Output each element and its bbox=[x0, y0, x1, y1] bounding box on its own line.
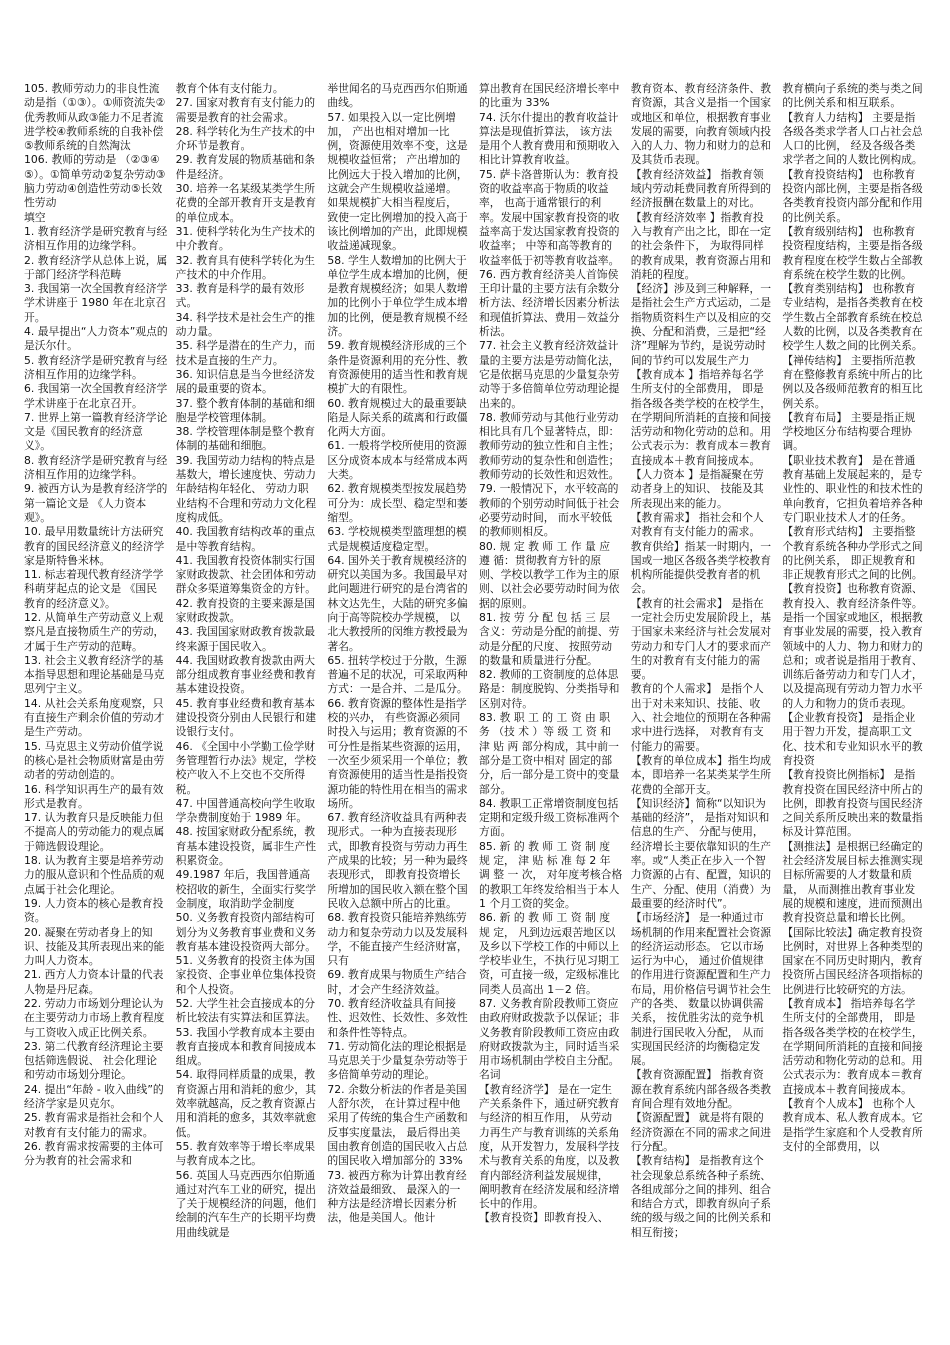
text-paragraph: 65. 扭转学校过于分散，生源普遍不足的状况，可采取两种方式：一是合并、二是瓜分。 bbox=[327, 653, 468, 696]
text-paragraph: 【教育成本 】指培养每名学生所支付的全部费用， 即是指各级各类学校的在校学生，在学期间所消耗的直接和间接活劳动和物化劳动的总和。用公式表示为：教育成本＝教育直接成本＋教育间接成本。 bbox=[630, 367, 772, 467]
text-paragraph: 34. 科学技术是社会生产的推动力量。 bbox=[175, 310, 316, 339]
text-paragraph: 62. 教育规模类型按发展趋势可分为：成长型、稳定型和萎缩型。 bbox=[327, 482, 468, 524]
text-column-5 bbox=[631, 82, 775, 1322]
text-paragraph: 71. 劳动简化法的理论根据是马克思关于少量复杂劳动等于多倍简单劳动的理论。 bbox=[327, 1039, 468, 1082]
text-paragraph: 32. 教育具有使科学转化为生产技术的中介作用。 bbox=[175, 253, 316, 281]
text-column-4 bbox=[479, 82, 623, 1322]
text-column-6 bbox=[782, 82, 926, 1322]
text-paragraph: 51. 义务教育的投资主体为国家投资、企事业单位集体投资和个人投资。 bbox=[175, 954, 317, 996]
text-paragraph: 82. 教师的工资制度的总体思路是：制度脱钩、分类指导和区别对待。 bbox=[479, 668, 620, 710]
text-columns bbox=[24, 82, 926, 1322]
text-paragraph: 74. 沃尔什提出的教育收益计算法是现值折算法， 该方法是用个人教育费用和预期收入相比计算教育收益。 bbox=[479, 110, 620, 167]
text-paragraph: 【资源配置】 就是将有限的经济资源在不同的需求之间进行分配。 bbox=[630, 1111, 772, 1153]
text-paragraph: 33. 教育是科学的最有效形式。 bbox=[175, 282, 305, 310]
text-paragraph: 84. 教职工正常增资制度包括定期和定级升级工资标准两个方面。 bbox=[479, 796, 620, 839]
text-paragraph: 56. 英国人马克西西尔伯斯通通过对汽车工业的研究，提出了关于规模经济的问题，他们绘制的汽车生产的长期平均费用曲线就是 bbox=[175, 1168, 317, 1239]
text-paragraph: 75. 萨卡洛普斯认为：教育投资的收益率高于物质的收益率， 也高于通常银行的利率。发展中国家教育投资的收益率高于发达国家教育投资的收益率； 中等和高等教育的收益率低于初等教育收益率。 bbox=[479, 167, 620, 267]
text-paragraph: 【教育成本】 指培养每名学生所支付的全部费用， 即是指各级各类学校的在校学生，在学期间所消耗的直接和间接活劳动和物化劳动的总和。用公式表示为：教育成本＝教育直接成本＋教育间接成本。 bbox=[782, 997, 923, 1096]
text-paragraph: 47. 中国普通高校向学生收取学杂费制度始于 1989 年。 bbox=[175, 796, 316, 825]
text-paragraph: 【教育投资比例指标】 是指教育投资在国民经济中所占的比例，即教育投资与国民经济之间关系所反映出来的数量指标及计算范围。 bbox=[782, 768, 923, 839]
text-paragraph: 61. 一般将学校所使用的资源区分成资本成本与经常成本两大类。 bbox=[327, 439, 468, 482]
text-paragraph: 35. 科学是潜在的生产力，而技术是直接的生产力。 bbox=[175, 339, 316, 367]
text-paragraph: 76. 西方教育经济美人首饰侯王印计量的主要方法有余数分析方法、经济增长因素分析法和现值折算法、费用－效益分析法。 bbox=[479, 267, 620, 339]
text-paragraph: 78. 教师劳动与其他行业劳动相比具有几个显著特点，即：教师劳动的独立性和自主性；教师劳动的复杂性和创造性； 教师劳动的长效性和迟效性。 bbox=[479, 410, 620, 482]
text-paragraph: 18. 认为教育主要是培养劳动力的服从意识和个性品质的观点属于社会化理论。 bbox=[24, 854, 165, 896]
text-paragraph: 9. 被西方认为是教育经济学的第一篇论文是 《人力资本观》。 bbox=[24, 482, 168, 524]
text-paragraph: 66. 教育资源的整体性是指学校的兴办， 有些资源必须同时投入与运用；教育资源的不可分性是指某些资源的运用， 一次至少须采用一个单位；教育资源使用的适当性是指投资源功能的特性用在相当的需求场所。 bbox=[327, 696, 468, 810]
text-paragraph: 106. 教师的劳动是 （②③④⑤）。①简单劳动②复杂劳动③脑力劳动④创造性劳动⑤长效性劳动 bbox=[24, 153, 166, 210]
text-paragraph: 105. 教师劳动力的非良性流动是指（①③）。①师资流失②优秀教师从政③能力不足者流进学校④教师系统的自我补偿⑤教师系统的自然淘汰 bbox=[24, 82, 166, 153]
text-paragraph: 55. 教育效率等于增长率成果与教育成本之比。 bbox=[175, 1139, 316, 1168]
text-paragraph: 68. 教育投资只能培养熟练劳动力和复杂劳动力以及发展科学，不能直接产生经济财富，只有 bbox=[327, 911, 468, 968]
text-paragraph: 【教育资源配置】 指教育资源在教育系统内部各级各类教育间合理有效地分配。 bbox=[630, 1068, 772, 1111]
text-paragraph: 45. 教育事业经费和教育基本建设投资分别由人民银行和建设银行支付。 bbox=[175, 696, 317, 739]
text-paragraph: 64. 国外关于教育规模经济的研究以美国为多。我国最早对此问题进行研究的是台湾省的 林文达先生，大陆的研究多偏向于高等院校办学规模， 以北大教授所的闵维方教授最为著名。 bbox=[327, 553, 468, 653]
text-paragraph: 21. 西方人力资本计量的代表人物是丹尼森。 bbox=[24, 968, 164, 996]
text-paragraph: 23. 第二代教育经济理论主要包括筛选假说、 社会化理论和劳动市场划分理论。 bbox=[24, 1039, 164, 1082]
text-paragraph: 【知识经济】简称“以知识为基础的经济”， 是指对知识和信息的生产、 分配与使用，经济增长主要依靠知识的生产率。或“人类正在步入一个智力资源的占有、配置，知识的生产、分配、使用（消费）为最重要的经济时代”。 bbox=[630, 796, 772, 910]
text-paragraph: 49.1987 年后，我国普通高校招收的新生，全面实行奖学金制度，取消助学金制度 bbox=[175, 868, 317, 910]
text-paragraph: 【教育投资】也称教育资源、教育投入、教育经济条件等。是指一个国家或地区，根据教育事业发展的需要，投入教育领域中的人力、物力和财力的总和；或者说是指用于教育、训练后备劳动力和专门人才， 以及提高现有劳动力智力水平的人力和物力的货币表现。 bbox=[782, 582, 923, 710]
text-paragraph: 69. 教育成果与物质生产结合时，才会产生经济效益。 bbox=[327, 968, 467, 996]
text-paragraph: 【教育的单位成本】指生均成本，即培养一名某类某学生所花费的全部开支。 bbox=[630, 753, 772, 796]
text-paragraph: 77. 社会主义教育经济效益计量的主要方法是劳动简化法，它是依据马克思的少量复杂劳动等于多倍简单位劳动理论提出来的。 bbox=[479, 339, 620, 410]
text-paragraph: 11. 标志着现代教育经济学学科萌芽起点的论文是 《国民教育的经济意义》。 bbox=[24, 568, 164, 610]
text-paragraph: 63. 学校规模类型篮理想的模式是规模适度稳定型。 bbox=[327, 525, 467, 553]
text-paragraph: 【经济】涉及到三种解释，一是指社会生产方式运动，二是指物质资料生产以及相应的交换、分配和消费，三是把“经济”理解为节约，是说劳动时间的节约可以发展生产力 bbox=[630, 282, 772, 367]
text-paragraph: 【国际比较法】确定教育投资比例时，对世界上各种类型的国家在不同历史时期内，教育投资所占国民经济各项指标的比例进行比较研究的方法。 bbox=[782, 925, 923, 996]
text-paragraph: 【教育类别结构】 也称教育专业结构，是指各类教育在校学生数占全部教育系统在校总人数的比例，以及各类教育在校学生人数之间的比例关系。 bbox=[782, 282, 923, 353]
text-paragraph: 16. 科学知识再生产的最有效形式是教育。 bbox=[24, 782, 164, 810]
text-paragraph: 73. 被西方称为计算出教育经济效益最细致、 最深入的一种方法是经济增长因素分析法，他是美国人。他计 bbox=[327, 1168, 467, 1225]
text-paragraph: 80. 规 定 教 师 工 作 量 应 遵 循：贯彻教育方针的原则、学校以教学工作为主的原则、以社会必要劳动时间为依据的原则。 bbox=[479, 539, 620, 610]
text-paragraph: 15. 马克思主义劳动价值学说的核心是社会物质财富是由劳动者的劳动创造的。 bbox=[24, 739, 165, 782]
text-paragraph: 17. 认为教育只是反映能力但不提高人的劳动能力的观点属于筛选假设理论。 bbox=[24, 811, 165, 853]
text-paragraph: 6. 我国第一次全国教育经济学学术讲座于在北京召开。 bbox=[24, 382, 168, 410]
text-paragraph: 教育供给】指某一时期内，一国或一地区各级各类学校教育机构所能提供受教育者的机会。 bbox=[630, 539, 772, 596]
text-paragraph: 40. 我国教育结构改革的重点是中等教育结构。 bbox=[175, 525, 316, 553]
text-paragraph: 5. 教育经济学是研究教育与经济相互作用的边缘学科。 bbox=[24, 353, 168, 381]
text-paragraph: 86. 新 的 教 师 工 资 制 度 规 定， 凡到边远艰苦地区以及乡以下学校工作的中师以上学校毕业生，不执行见习期工资，可直接一级，定级标准比同类人员高出 1－2 倍。 bbox=[479, 911, 620, 996]
text-paragraph: 名词 bbox=[479, 1068, 501, 1082]
text-paragraph: 37. 整个教育体制的基础和细胞是学校管理体制。 bbox=[175, 396, 316, 424]
text-column-2 bbox=[176, 82, 320, 1322]
text-paragraph: 46. 《全国中小学勤工俭学财务管理暂行办法》规定，学校校产收入不上交也不交所得税。 bbox=[175, 739, 317, 796]
text-paragraph: 【测推法】是根据已经确定的社会经济发展目标去推测实现目标所需要的人才数量和质量， 从而测推出教育事业发展的规模和速度，进而预测出教育投资总量和增长比例。 bbox=[782, 839, 923, 925]
text-paragraph: 20. 凝聚在劳动者身上的知识、技能及其所表现出来的能力叫人力资本。 bbox=[24, 925, 165, 968]
text-paragraph: 教育资本、教育经济条件、教育资源，其含义是指一个国家或地区和单位，根据教育事业发展的需要，向教育领域内投入的人力、物力和财力的总和及其货币表现。 bbox=[630, 82, 772, 167]
text-paragraph: 83. 教 职 工 的 工 资 由 职 务 （技 术 ）等 级 工 资 和 津 贴 两 部分构成，其中前一部分是工资中相对 固定的部分，后一部分是工资中的变量部分。 bbox=[479, 711, 620, 796]
text-paragraph: 81. 按 劳 分 配 包 括 三 层 含义：劳动是分配的前提、劳动是分配的尺度、 按照劳动的数量和质量进行分配。 bbox=[479, 610, 620, 667]
text-paragraph: 30. 培养一名某级某类学生所花费的全部开教育开支是教育的单位成本。 bbox=[175, 182, 317, 224]
text-paragraph: 14. 从社会关系角度观察，只有直接生产剩余价值的劳动才是生产劳动。 bbox=[24, 696, 165, 739]
text-column-3 bbox=[327, 82, 471, 1322]
text-paragraph: 87. 义务教育阶段教师工资应由政府财政拨款予以保证；非义务教育阶段教师工资应由政府财政拨款为主，同时适当采用市场机制由学校自主分配。 bbox=[479, 997, 620, 1068]
text-paragraph: 【教育投资】即教育投入、 bbox=[479, 1211, 609, 1225]
text-paragraph: 【教育的社会需求】 是指在一定社会历史发展阶段上，基于国家未来经济与社会发展对劳动力和专门人才的要求而产生的对教育有支付能力的需要。 bbox=[630, 596, 772, 682]
text-paragraph: 48. 按国家财政分配系统，教育基本建设投资，属非生产性积累资金。 bbox=[175, 825, 317, 868]
text-paragraph: 57. 如果投入以一定比例增加， 产出也相对增加一比例，资源使用效率不变，这是规模收益恒常； 产出增加的比例远大于投入增加的比例，这就会产生规模收益递增。 如果规模扩大相当程度后， 致使一定比例增加的投入高于该比例增加的产出，此即规模收益递减现象。 bbox=[327, 110, 468, 253]
text-paragraph: 【人力资本 】是指凝聚在劳动者身上的知识、 技能及其所表现出来的能力。 bbox=[630, 468, 764, 510]
text-paragraph: 【教育经济效率 】指教育投入与教育产出之比，即在一定的社会条件下， 为取得同样的教育成果，教育资源占用和消耗的程度。 bbox=[630, 210, 772, 281]
text-paragraph: 8. 教育经济学是研究教育与经济相互作用的边缘学科。 bbox=[24, 453, 168, 482]
text-paragraph: 31. 使科学转化为生产技术的中介教育。 bbox=[175, 224, 316, 253]
text-paragraph: 26. 教育需求按需要的主体可分为教育的社会需求和 bbox=[24, 1139, 164, 1168]
text-paragraph: 1. 教育经济学是研究教育与经济相互作用的边缘学科。 bbox=[24, 224, 168, 253]
text-paragraph: 27. 国家对教育有支付能力的需要是教育的社会需求。 bbox=[175, 96, 316, 124]
text-paragraph: 2. 教育经济学从总体上说，属于部门经济学科范畴 bbox=[24, 253, 168, 281]
text-paragraph: 52. 大学生社会直接成本的分析比较法有实算法和匡算法。 bbox=[175, 997, 317, 1025]
text-paragraph: 54. 取得同样质量的成果，教育资源占用和消耗的愈少，其效率就越高，反之教育资源占用和消耗的愈多，其效率就愈低。 bbox=[175, 1068, 317, 1139]
text-paragraph: 22. 劳动力市场划分理论认为在主要劳动力市场上教育程度与工资收入成正比例关系。 bbox=[24, 997, 165, 1039]
text-paragraph: 【教育人力结构】 主要是指各级各类求学者人口占社会总人口的比例， 经及各级各类求学者之间的人数比例构成。 bbox=[782, 110, 923, 167]
text-paragraph: 44. 我国财政教育拨款由两大部分组成教育事业经费和教育基本建设投资。 bbox=[175, 653, 317, 696]
text-paragraph: 教育的个人需求】 是指个人出于对未来知识、技能、收入、社会地位的预期在各种需求中进行选择， 对教育有支付能力的需要。 bbox=[630, 682, 772, 753]
text-paragraph: 【教育个人成本】 也称个人教育成本、私人教育成本。它是指学生家庭和个人受教育所支付的全部费用，以 bbox=[782, 1097, 923, 1153]
text-paragraph: 38. 学校管理体制是整个教育体制的基础和细胞。 bbox=[175, 425, 316, 453]
text-paragraph: 填空 bbox=[24, 210, 46, 224]
text-paragraph: 7. 世界上第一篇教育经济学论文是《国民教育的经济意义》。 bbox=[24, 410, 168, 453]
text-paragraph: 【教育经济效益】 指教育领域内劳动耗费同教育所得到的经济报酬在数量上的对比。 bbox=[630, 167, 772, 210]
text-paragraph: 36. 知识信息是当今世经济发展的最重要的资本。 bbox=[175, 367, 316, 396]
text-paragraph: 算出教育在国民经济增长率中的比重为 33% bbox=[479, 82, 620, 110]
text-paragraph: 【教育级别结构】 也称教育投资程度结构，主要是指各级教育程度在校学生数占全部教育系统在校学生数的比例。 bbox=[782, 224, 923, 281]
text-paragraph: 42. 教育投资的主要来源是国家财政拨款。 bbox=[175, 596, 316, 624]
text-paragraph: 【禅传结构】 主要指所范教育在整修教育系统中所占的比例以及各级师范教育的相互比例关系。 bbox=[782, 353, 923, 410]
text-paragraph: 【教育结构】 是指教育这个社会现象总系统各种子系统、各组成部分之间的排列、组合和结合方式，即教育纵向子系统的级与级之间的比例关系和相互衔接； bbox=[630, 1154, 772, 1239]
text-paragraph: 10. 最早用数量统计方法研究教育的国民经济意义的经济学家是斯特鲁米林。 bbox=[24, 525, 165, 567]
text-paragraph: 50. 义务教育投资内部结构可划分为义务教育事业费和义务教育基本建设投资两大部分。 bbox=[175, 911, 317, 953]
text-paragraph: 【教育形式结构】 主要指整个教育系统各种办学形式之间的比例关系， 即正规教育和非正规教育形式之间的比例。 bbox=[782, 525, 923, 582]
text-paragraph: 28. 科学转化为生产技术的中介环节是教育。 bbox=[175, 124, 316, 153]
text-paragraph: 教育个体有支付能力。 bbox=[175, 82, 284, 95]
text-paragraph: 53. 我国小学教育成本主要由教育直接成本和教育间接成本组成。 bbox=[175, 1025, 317, 1068]
text-paragraph: 25. 教育需求是指社会和个人对教育有支付能力的需求。 bbox=[24, 1111, 164, 1139]
text-paragraph: 79. 一般情况下，水平较高的教师的个别劳动时间低于社会必要劳动时间， 而水平较低的教师则相反。 bbox=[479, 482, 620, 539]
text-paragraph: 39. 我国劳动力结构的特点是基数大，增长速度快、劳动力年龄结构年轻化、 劳动力职业结构不合理和劳动力文化程度构成低。 bbox=[175, 453, 317, 524]
text-paragraph: 85. 新 的 教 师 工 资 制 度 规 定， 津 贴 标 准 每 2 年 调 整 一 次， 对年度考核合格的教职工年终发给相当于本人 1 个月工资的奖金。 bbox=[479, 839, 623, 910]
text-paragraph: 60. 教育规模过大的最重要缺陷是人际关系的疏离和行政僵化两大方面。 bbox=[327, 396, 468, 439]
text-paragraph: 【教育需求】 指社会和个人对教育有支付能力的需求。 bbox=[630, 510, 764, 539]
text-paragraph: 72. 余数分析法的作者是美国人舒尔茨， 在计算过程中他采用了传统的集合生产函数和反事实度量法， 最后得出美国由教育创造的国民收入占总的国民收入增加部分的 33% bbox=[327, 1082, 468, 1168]
text-paragraph: 13. 社会主义教育经济学的基本指导思想和理论基础是马克思列宁主义。 bbox=[24, 653, 165, 696]
text-paragraph: 43. 我国国家财政教育拨款最终来源于国民收入。 bbox=[175, 625, 316, 653]
text-column-1 bbox=[24, 82, 168, 1322]
text-paragraph: 3. 我国第一次全国教育经济学学术讲座于 1980 年在北京召开。 bbox=[24, 282, 168, 324]
text-paragraph: 58. 学生人数增加的比例大于单位学生成本增加的比例，便是教育规模经济；如果人数增加的比例小于单位学生成本增加的比例，便是教育规模不经济。 bbox=[327, 253, 468, 339]
text-paragraph: 【教育投资结构】 也称教育投资内部比例，主要是指各级各类教育投资内部分配和作用的比例关系。 bbox=[782, 167, 923, 224]
text-paragraph: 19. 人力资本的核心是教育投资。 bbox=[24, 896, 164, 925]
text-paragraph: 【职业技术教育】 是在普通教育基础上发展起来的，是专业性的、职业性的和技术性的单向教育，它担负着培养各种专门职业技术人才的任务。 bbox=[782, 453, 923, 524]
text-paragraph: 举世闻名的马克西西尔伯斯通曲线。 bbox=[327, 82, 468, 110]
text-paragraph: 【市场经济】 是一种通过市场机制的作用来配置社会资源的经济运动形态。 它以市场运行为中心， 通过价值规律的作用进行资源配置和生产力布局，用价格信号调节社会生产的各类、 数量以协调供需关系， 按优胜劣汰的竞争机制进行国民收入分配， 从而实现国民经济的均衡稳定发展。 bbox=[630, 911, 772, 1068]
text-paragraph: 67. 教育经济收益具有两种表现形式。一种为直接表现形式，即教育投资与劳动力再生产成果的比较；另一种为最终表现形式， 即教育投资增长所增加的国民收入额在整个国民收入总额中所占的比重。 bbox=[327, 811, 468, 910]
text-paragraph: 41. 我国教育投资体制实行国家财政拨款、社会团体和劳动群众多渠道筹集资金的方针。 bbox=[175, 553, 317, 596]
text-paragraph: 教育横向子系统的类与类之间的比例关系和相互联系。 bbox=[782, 82, 923, 110]
text-paragraph: 24. 提出“年龄 - 收入曲线”的经济学家是贝克尔。 bbox=[24, 1082, 164, 1111]
text-paragraph: 29. 教育发展的物质基础和条件是经济。 bbox=[175, 153, 316, 181]
text-paragraph: 【教育经济学】 是在一定生产关系条件下，通过研究教育与经济的相互作用， 从劳动力再生产与教育训练的关系角度，从开发智力，发展科学技术与教育关系的角度，以及教育内部经济利益发展规律， 阐明教育在经济发展和经济增长中的作用。 bbox=[479, 1082, 620, 1211]
text-paragraph: 59. 教育规模经济形成的三个条件是资源利用的充分性、教育资源使用的适当性和教育规模扩大的有限性。 bbox=[327, 339, 468, 396]
text-paragraph: 12. 从简单生产劳动意义上观察凡是直接物质生产的劳动，才属于生产劳动的范畴。 bbox=[24, 610, 165, 653]
text-paragraph: 【企业教育投资】 是指企业用于智力开发，提高职工文化、技术和专业知识水平的教育投资 bbox=[782, 711, 923, 767]
text-paragraph: 4. 最早提出“人力资本”观点的是沃尔什。 bbox=[24, 325, 168, 353]
text-paragraph: 70. 教育经济收益具有间接性、迟效性、长效性、多效性和条件性等特点。 bbox=[327, 997, 468, 1039]
text-paragraph: 【教育布局】 主要是指正规学校地区分布结构要合理协调。 bbox=[782, 410, 916, 453]
